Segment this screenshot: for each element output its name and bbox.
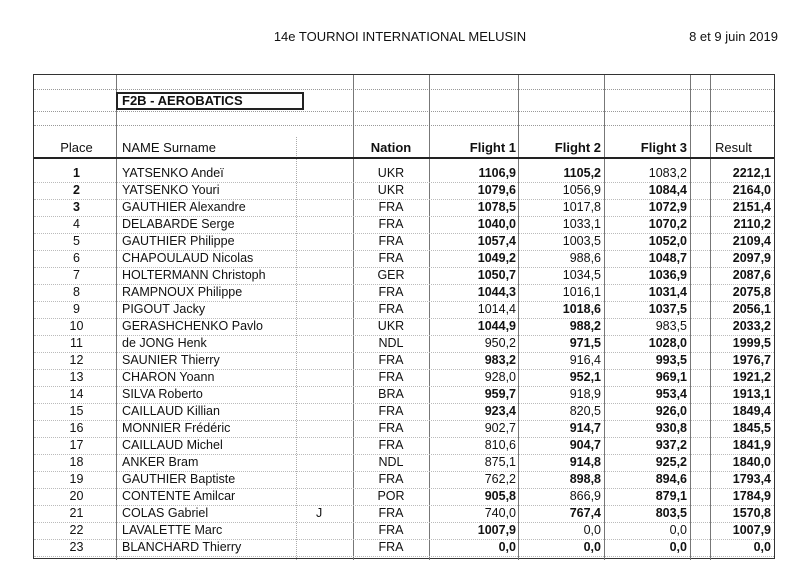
nation-cell: NDL: [378, 336, 404, 350]
table-row: [34, 250, 774, 268]
place-cell: 11: [70, 336, 83, 350]
nation-cell: FRA: [378, 404, 404, 418]
nation-cell: BRA: [378, 387, 404, 401]
flight2-cell: 1105,2: [563, 166, 601, 180]
table-row: [34, 182, 774, 200]
flight1-cell: 1057,4: [477, 234, 516, 248]
table-row: [34, 233, 774, 251]
nation-cell: GER: [377, 268, 405, 282]
name-cell: RAMPNOUX Philippe: [122, 285, 243, 299]
place-cell: 9: [73, 302, 80, 316]
flight3-cell: 803,5: [655, 506, 687, 520]
flight3-cell: 0,0: [669, 540, 687, 554]
flight1-cell: 810,6: [484, 438, 516, 452]
name-cell: PIGOUT Jacky: [122, 302, 206, 316]
nation-cell: FRA: [378, 438, 404, 452]
nation-cell: FRA: [378, 200, 404, 214]
flight3-cell: 926,0: [655, 404, 687, 418]
note-cell: J: [316, 506, 323, 520]
table-row: [34, 216, 774, 234]
flight2-cell: 866,9: [569, 489, 601, 503]
result-cell: 2087,6: [732, 268, 771, 282]
flight1-cell: 740,0: [484, 506, 516, 520]
flight1-cell: 950,2: [484, 336, 516, 350]
nation-cell: FRA: [378, 302, 404, 316]
name-cell: ANKER Bram: [122, 455, 199, 469]
place-cell: 2: [73, 183, 80, 197]
nation-cell: POR: [377, 489, 405, 503]
col-nation: Nation: [370, 140, 412, 155]
flight2-cell: 1033,1: [562, 217, 601, 231]
flight1-cell: 1007,9: [477, 523, 516, 537]
place-cell: 5: [73, 234, 80, 248]
result-cell: 2151,4: [732, 200, 771, 214]
table-row: [34, 488, 774, 506]
name-cell: SAUNIER Thierry: [122, 353, 220, 367]
flight1-cell: 923,4: [484, 404, 516, 418]
flight1-cell: 983,2: [484, 353, 516, 367]
document-title: 14e TOURNOI INTERNATIONAL MELUSIN: [273, 29, 527, 44]
result-cell: 1840,0: [732, 455, 771, 469]
result-cell: 1784,9: [732, 489, 771, 503]
col-result: Result: [715, 140, 752, 155]
nation-cell: UKR: [377, 319, 405, 333]
table-row: [34, 335, 774, 353]
name-cell: HOLTERMANN Christoph: [122, 268, 266, 282]
name-cell: CHARON Yoann: [122, 370, 215, 384]
flight3-cell: 937,2: [655, 438, 687, 452]
result-cell: 1999,5: [732, 336, 771, 350]
flight1-cell: 1106,9: [478, 166, 516, 180]
place-cell: 23: [69, 540, 84, 554]
table-row: [34, 352, 774, 370]
place-cell: 17: [69, 438, 84, 452]
flight2-cell: 1056,9: [562, 183, 601, 197]
place-cell: 6: [73, 251, 80, 265]
flight3-cell: 1048,7: [648, 251, 687, 265]
name-cell: COLAS Gabriel: [122, 506, 209, 520]
flight3-cell: 1083,2: [648, 166, 687, 180]
flight2-cell: 1034,5: [562, 268, 601, 282]
name-cell: GERASHCHENKO Pavlo: [122, 319, 264, 333]
result-cell: 2097,9: [732, 251, 771, 265]
name-cell: DELABARDE Serge: [122, 217, 235, 231]
name-cell: GAUTHIER Baptiste: [122, 472, 236, 486]
flight3-cell: 969,1: [655, 370, 687, 384]
flight1-cell: 1044,3: [477, 285, 516, 299]
table-row: [34, 369, 774, 387]
table-row: [34, 522, 774, 540]
nation-cell: FRA: [378, 353, 404, 367]
event-date: 8 et 9 juin 2019: [689, 29, 778, 44]
place-cell: 3: [73, 200, 80, 214]
name-cell: GAUTHIER Philippe: [122, 234, 235, 248]
name-cell: MONNIER Frédéric: [122, 421, 231, 435]
nation-cell: FRA: [378, 370, 404, 384]
flight3-cell: 1031,4: [648, 285, 687, 299]
flight1-cell: 1040,0: [477, 217, 516, 231]
name-cell: CAILLAUD Michel: [122, 438, 223, 452]
table-row: [34, 420, 774, 438]
flight3-cell: 1037,5: [648, 302, 687, 316]
flight1-cell: 959,7: [484, 387, 516, 401]
table-row: [34, 437, 774, 455]
flight2-cell: 988,2: [569, 319, 601, 333]
flight2-cell: 767,4: [569, 506, 601, 520]
flight3-cell: 894,6: [655, 472, 687, 486]
flight3-cell: 1072,9: [648, 200, 687, 214]
name-cell: YATSENKO Andeï: [122, 166, 224, 180]
col-flight3: Flight 3: [640, 140, 687, 155]
nation-cell: FRA: [378, 285, 404, 299]
flight2-cell: 918,9: [569, 387, 601, 401]
flight2-cell: 0,0: [583, 540, 601, 554]
table-row: [34, 539, 774, 557]
flight1-cell: 1049,2: [477, 251, 516, 265]
table-row: [34, 284, 774, 302]
name-cell: de JONG Henk: [122, 336, 207, 350]
nation-cell: FRA: [378, 472, 404, 486]
flight2-cell: 916,4: [569, 353, 601, 367]
result-cell: 2212,1: [732, 166, 771, 180]
table-row: [34, 165, 774, 183]
result-cell: 1793,4: [732, 472, 771, 486]
flight3-cell: 953,4: [655, 387, 687, 401]
flight1-cell: 1044,9: [477, 319, 516, 333]
place-cell: 22: [69, 523, 84, 537]
result-cell: 1976,7: [732, 353, 771, 367]
flight2-cell: 914,8: [569, 455, 601, 469]
place-cell: 13: [69, 370, 84, 384]
flight1-cell: 1078,5: [477, 200, 516, 214]
result-cell: 1570,8: [732, 506, 771, 520]
col-name: NAME Surname: [122, 140, 216, 155]
table-row: [34, 505, 774, 523]
flight1-cell: 1050,7: [477, 268, 516, 282]
result-cell: 2110,2: [733, 217, 771, 231]
result-cell: 2033,2: [732, 319, 771, 333]
name-cell: SILVA Roberto: [122, 387, 203, 401]
name-cell: CONTENTE Amilcar: [122, 489, 236, 503]
result-cell: 2075,8: [732, 285, 771, 299]
place-cell: 1: [73, 166, 80, 180]
flight2-cell: 1016,1: [562, 285, 601, 299]
nation-cell: UKR: [377, 183, 405, 197]
col-place: Place: [60, 140, 93, 155]
flight2-cell: 0,0: [583, 523, 601, 537]
name-cell: CHAPOULAUD Nicolas: [122, 251, 254, 265]
table-row: [34, 386, 774, 404]
place-cell: 21: [69, 506, 84, 520]
table-row: [34, 267, 774, 285]
flight2-cell: 988,6: [569, 251, 601, 265]
place-cell: 8: [73, 285, 80, 299]
name-cell: GAUTHIER Alexandre: [122, 200, 246, 214]
flight3-cell: 1028,0: [648, 336, 687, 350]
name-cell: YATSENKO Youri: [122, 183, 220, 197]
nation-cell: FRA: [378, 421, 404, 435]
nation-cell: FRA: [378, 506, 404, 520]
result-cell: 2164,0: [732, 183, 771, 197]
table-row: [34, 471, 774, 489]
table-row: [34, 403, 774, 421]
result-cell: 2109,4: [732, 234, 771, 248]
flight1-cell: 0,0: [498, 540, 516, 554]
flight2-cell: 820,5: [569, 404, 601, 418]
flight3-cell: 930,8: [655, 421, 687, 435]
place-cell: 7: [73, 268, 80, 282]
flight3-cell: 925,2: [655, 455, 687, 469]
nation-cell: FRA: [378, 523, 404, 537]
place-cell: 4: [73, 217, 80, 231]
nation-cell: FRA: [378, 234, 404, 248]
flight3-cell: 1084,4: [648, 183, 687, 197]
flight2-cell: 914,7: [569, 421, 601, 435]
flight1-cell: 1079,6: [477, 183, 516, 197]
flight3-cell: 0,0: [669, 523, 687, 537]
flight3-cell: 1052,0: [648, 234, 687, 248]
table-header: [34, 137, 774, 159]
flight2-cell: 904,7: [569, 438, 601, 452]
place-cell: 10: [69, 319, 84, 333]
result-cell: 2056,1: [732, 302, 771, 316]
flight1-cell: 928,0: [484, 370, 516, 384]
nation-cell: FRA: [378, 251, 404, 265]
result-cell: 1845,5: [732, 421, 771, 435]
flight3-cell: 1070,2: [648, 217, 687, 231]
flight1-cell: 762,2: [484, 472, 516, 486]
results-sheet: [33, 74, 775, 559]
section-label: F2B - AEROBATICS: [116, 92, 304, 110]
result-cell: 1921,2: [732, 370, 771, 384]
place-cell: 15: [69, 404, 84, 418]
nation-cell: NDL: [378, 455, 404, 469]
name-cell: LAVALETTE Marc: [122, 523, 223, 537]
col-flight2: Flight 2: [554, 140, 601, 155]
flight3-cell: 879,1: [655, 489, 687, 503]
result-cell: 1849,4: [732, 404, 771, 418]
result-cell: 0,0: [753, 540, 771, 554]
result-cell: 1913,1: [732, 387, 771, 401]
table-row: [34, 454, 774, 472]
flight2-cell: 952,1: [569, 370, 601, 384]
place-cell: 19: [69, 472, 84, 486]
flight2-cell: 1003,5: [562, 234, 601, 248]
place-cell: 12: [69, 353, 84, 367]
flight3-cell: 1036,9: [648, 268, 687, 282]
flight1-cell: 905,8: [484, 489, 516, 503]
place-cell: 20: [69, 489, 84, 503]
flight3-cell: 993,5: [655, 353, 687, 367]
nation-cell: FRA: [378, 540, 404, 554]
nation-cell: FRA: [378, 217, 404, 231]
flight3-cell: 983,5: [655, 319, 687, 333]
place-cell: 18: [69, 455, 84, 469]
result-cell: 1007,9: [732, 523, 771, 537]
name-cell: BLANCHARD Thierry: [122, 540, 242, 554]
result-cell: 1841,9: [732, 438, 771, 452]
flight2-cell: 971,5: [569, 336, 601, 350]
flight1-cell: 875,1: [484, 455, 516, 469]
flight1-cell: 1014,4: [477, 302, 516, 316]
flight2-cell: 898,8: [569, 472, 601, 486]
flight2-cell: 1017,8: [562, 200, 601, 214]
table-row: [34, 199, 774, 217]
flight1-cell: 902,7: [484, 421, 516, 435]
col-flight1: Flight 1: [469, 140, 516, 155]
table-row: [34, 318, 774, 336]
place-cell: 14: [69, 387, 84, 401]
table-row: [34, 301, 774, 319]
place-cell: 16: [69, 421, 84, 435]
flight2-cell: 1018,6: [562, 302, 601, 316]
name-cell: CAILLAUD Killian: [122, 404, 220, 418]
nation-cell: UKR: [377, 166, 405, 180]
